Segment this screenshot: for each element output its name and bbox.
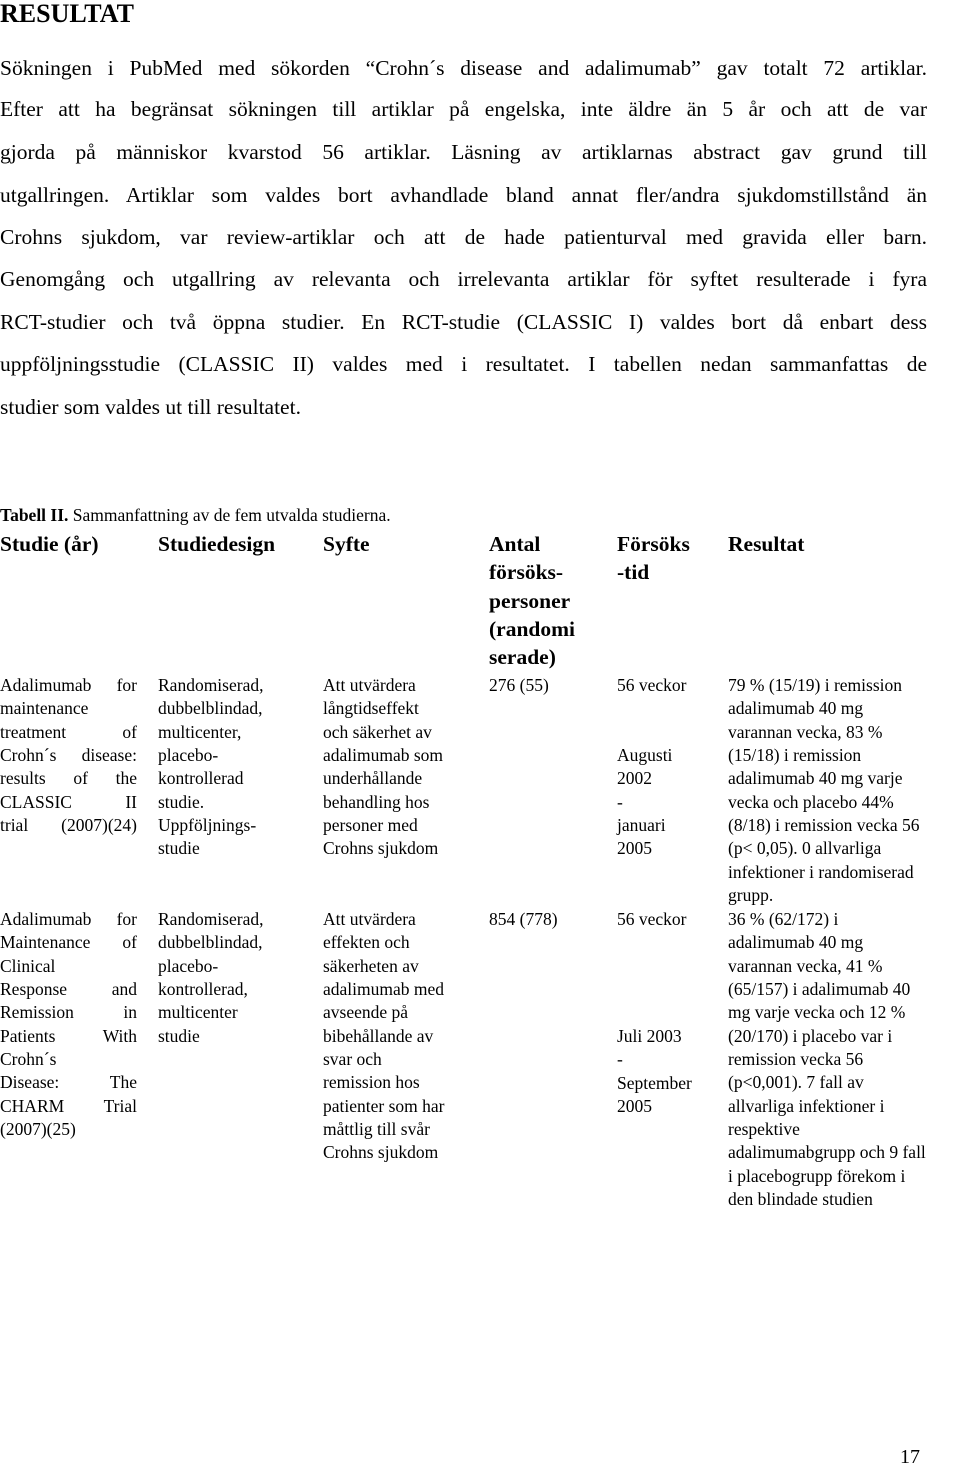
cell-line: Remission in bbox=[0, 1002, 137, 1023]
cell-line: multicenter, bbox=[158, 721, 242, 742]
cell-line: (p< 0,05). 0 allvarliga bbox=[728, 838, 882, 859]
cell-line: studie bbox=[158, 838, 200, 859]
paragraph-line: Crohns sjukdom, var review-artiklar och att de hade patienturval med gravida eller barn. bbox=[0, 225, 927, 249]
cell-line: 2005 bbox=[617, 838, 652, 859]
cell-line: (8/18) i remission vecka 56 bbox=[728, 815, 920, 836]
paragraph-line: Genomgång och utgallring av relevanta och irrelevanta artiklar för syftet resulterade i fyra bbox=[0, 267, 927, 291]
cell-line: - bbox=[617, 791, 623, 812]
cell-line: 2005 bbox=[617, 1096, 652, 1117]
cell-line: och säkerhet av bbox=[323, 721, 432, 742]
cell-line: CLASSIC II bbox=[0, 791, 137, 812]
table-header-result bbox=[728, 530, 804, 558]
table-cell-duration-period bbox=[617, 744, 672, 861]
paragraph-line: gjorda på människor kvarstod 56 artiklar. Läsning av artiklarnas abstract gav grund till bbox=[0, 140, 927, 164]
cell-line: avseende på bbox=[323, 1002, 409, 1023]
section-heading: RESULTAT bbox=[0, 0, 134, 28]
table-cell-duration-weeks: 56 veckor bbox=[617, 909, 687, 929]
table-cell-aim bbox=[323, 674, 443, 861]
cell-line: treatment of bbox=[0, 721, 137, 742]
cell-line: Maintenance of bbox=[0, 932, 137, 953]
cell-line: studie. bbox=[158, 791, 205, 812]
cell-line: kontrollerad bbox=[158, 768, 244, 789]
table-caption-text: Sammanfattning av de fem utvalda studierna. bbox=[68, 505, 391, 525]
cell-line: Disease: The bbox=[0, 1072, 137, 1093]
cell-line: Response and bbox=[0, 979, 137, 1000]
table-header-duration bbox=[617, 530, 690, 587]
cell-line: i placebogrupp förekom i bbox=[728, 1165, 906, 1186]
paragraph-line: RCT-studier och två öppna studier. En RCT-studie (CLASSIC I) valdes bort då enbart dess bbox=[0, 310, 927, 334]
cell-line: bibehållande av bbox=[323, 1025, 434, 1046]
cell-line: Crohns sjukdom bbox=[323, 1142, 439, 1163]
cell-line: (65/157) i adalimumab 40 bbox=[728, 979, 911, 1000]
cell-line: försöks- bbox=[489, 560, 564, 585]
cell-line: remission hos bbox=[323, 1072, 420, 1093]
cell-line: Studiedesign bbox=[158, 532, 276, 556]
table-cell-participants bbox=[489, 908, 558, 931]
cell-line: Juli 2003 bbox=[617, 1026, 682, 1046]
cell-line: Clinical bbox=[0, 955, 56, 976]
cell-line: results of the bbox=[0, 768, 137, 789]
cell-line: Att utvärdera bbox=[323, 675, 416, 695]
table-header-design bbox=[158, 530, 275, 558]
table-cell-study bbox=[0, 674, 137, 837]
cell-line: 79 % (15/19) i remission bbox=[728, 675, 903, 695]
cell-line: Adalimumab for bbox=[0, 909, 137, 929]
cell-line: respektive bbox=[728, 1119, 800, 1140]
table-header-study bbox=[0, 530, 99, 558]
cell-line: Patients With bbox=[0, 1025, 137, 1046]
cell-line: (20/170) i placebo var i bbox=[728, 1025, 893, 1046]
cell-line: 854 (778) bbox=[489, 909, 558, 929]
cell-line: dubbelblindad, bbox=[158, 698, 263, 719]
cell-line: säkerheten av bbox=[323, 955, 419, 976]
cell-line: (2007)(25) bbox=[0, 1119, 76, 1140]
cell-line: (randomi bbox=[489, 616, 575, 641]
cell-line: September bbox=[617, 1072, 692, 1093]
cell-line: januari bbox=[617, 815, 666, 836]
cell-line: adalimumab 40 mg bbox=[728, 698, 864, 719]
table-cell-participants bbox=[489, 674, 549, 697]
cell-line: (15/18) i remission bbox=[728, 745, 862, 766]
paragraph-line: uppföljningsstudie (CLASSIC II) valdes med i resultatet. I tabellen nedan sammanfattas de bbox=[0, 352, 927, 376]
cell-line: allvarliga infektioner i bbox=[728, 1095, 885, 1116]
cell-line: Syfte bbox=[323, 532, 370, 556]
table-cell-aim bbox=[323, 908, 444, 1165]
cell-line: adalimumab som bbox=[323, 745, 444, 766]
cell-line: serade) bbox=[489, 645, 556, 670]
cell-line: -tid bbox=[617, 560, 650, 585]
cell-line: Resultat bbox=[728, 532, 805, 556]
cell-line: behandling hos bbox=[323, 791, 430, 812]
cell-line: Uppföljnings- bbox=[158, 815, 257, 836]
table-cell-result bbox=[728, 908, 926, 1211]
cell-line: Randomiserad, bbox=[158, 909, 264, 929]
cell-line: Adalimumab for bbox=[0, 675, 137, 695]
cell-line: personer med bbox=[323, 815, 418, 836]
cell-line: Crohn´s disease: bbox=[0, 745, 137, 766]
table-cell-study bbox=[0, 908, 137, 1141]
table-header-aim bbox=[323, 530, 370, 558]
cell-line: 276 (55) bbox=[489, 675, 549, 695]
cell-line: Antal bbox=[489, 532, 541, 556]
table-cell-design bbox=[158, 908, 263, 1048]
table-caption bbox=[0, 505, 391, 525]
cell-line: grupp. bbox=[728, 885, 774, 906]
cell-line: måttlig till svår bbox=[323, 1119, 430, 1140]
cell-line: multicenter bbox=[158, 1002, 238, 1023]
cell-line: trial (2007)(24) bbox=[0, 815, 137, 836]
cell-line: vecka och placebo 44% bbox=[728, 791, 894, 812]
cell-line: (p<0,001). 7 fall av bbox=[728, 1072, 864, 1093]
cell-line: svar och bbox=[323, 1049, 382, 1070]
cell-line: infektioner i randomiserad bbox=[728, 861, 914, 882]
cell-line: varannan vecka, 83 % bbox=[728, 721, 883, 742]
cell-line: Att utvärdera bbox=[323, 909, 416, 929]
cell-line: adalimumab 40 mg varje bbox=[728, 768, 903, 789]
cell-line: Augusti bbox=[617, 745, 673, 765]
cell-line: 36 % (62/172) i bbox=[728, 909, 839, 929]
cell-line: 2002 bbox=[617, 768, 652, 789]
cell-line: personer bbox=[489, 588, 571, 613]
cell-line: adalimumabgrupp och 9 fall bbox=[728, 1142, 926, 1163]
page-number: 17 bbox=[900, 1446, 920, 1468]
table-cell-duration-weeks: 56 veckor bbox=[617, 675, 687, 695]
cell-line: Crohns sjukdom bbox=[323, 838, 439, 859]
cell-line: patienter som har bbox=[323, 1095, 445, 1116]
paragraph-line: studier som valdes ut till resultatet. bbox=[0, 395, 301, 419]
cell-line: Crohn´s bbox=[0, 1049, 57, 1070]
cell-line: remission vecka 56 bbox=[728, 1049, 864, 1070]
paragraph-line: utgallringen. Artiklar som valdes bort avhandlade bland annat fler/andra sjukdomstillstånd än bbox=[0, 183, 927, 207]
cell-line: placebo- bbox=[158, 955, 219, 976]
cell-line: CHARM Trial bbox=[0, 1095, 137, 1116]
table-cell-design bbox=[158, 674, 263, 861]
cell-line: - bbox=[617, 1049, 623, 1070]
cell-line: adalimumab med bbox=[323, 979, 445, 1000]
cell-line: Studie (år) bbox=[0, 532, 99, 556]
cell-line: kontrollerad, bbox=[158, 979, 248, 1000]
cell-line: maintenance bbox=[0, 698, 89, 719]
cell-line: Randomiserad, bbox=[158, 675, 264, 695]
cell-line: adalimumab 40 mg bbox=[728, 932, 864, 953]
cell-line: studie bbox=[158, 1025, 200, 1046]
cell-line: den blindade studien bbox=[728, 1189, 873, 1210]
paragraph-line: Efter att ha begränsat sökningen till artiklar på engelska, inte äldre än 5 år och att de var bbox=[0, 97, 927, 121]
cell-line: varannan vecka, 41 % bbox=[728, 955, 883, 976]
cell-line: underhållande bbox=[323, 768, 423, 789]
table-header-participants bbox=[489, 530, 575, 671]
cell-line: långtidseffekt bbox=[323, 698, 419, 719]
cell-line: dubbelblindad, bbox=[158, 932, 263, 953]
table-cell-result bbox=[728, 674, 919, 907]
cell-line: placebo- bbox=[158, 745, 219, 766]
cell-line: mg varje vecka och 12 % bbox=[728, 1002, 906, 1023]
cell-line: effekten och bbox=[323, 932, 410, 953]
table-caption-label: Tabell II. bbox=[0, 505, 69, 525]
cell-line: Försöks bbox=[617, 532, 690, 556]
paragraph-line: Sökningen i PubMed med sökorden “Crohn´s disease and adalimumab” gav totalt 72 artiklar. bbox=[0, 56, 927, 80]
table-cell-duration-period bbox=[617, 1025, 692, 1118]
